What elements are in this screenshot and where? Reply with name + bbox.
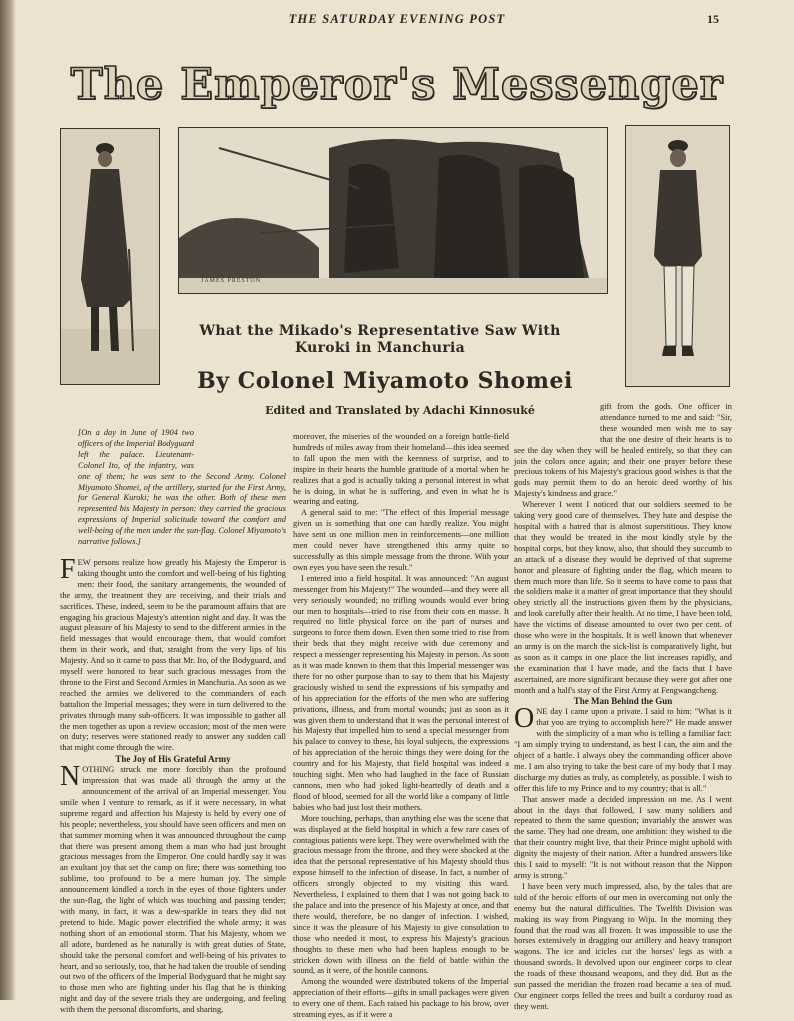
photo-officer-right — [625, 125, 730, 387]
subtitle-line: What the Mikado's Representative Saw With — [199, 323, 561, 339]
column-2 — [293, 432, 509, 1021]
illustration-signature: JAMES PRESTON — [201, 278, 262, 284]
photo-officer-left — [60, 128, 160, 385]
illustration-soldiers — [178, 127, 608, 294]
paragraph: A general said to me: "The effect of this Imperial message given us is something that one can hardly realize. You might have sent us one million men in reinforcements—one million men could never have strengthened this army quite so successfully as this simple message from the throne. With your own eyes you have seen the result." — [293, 508, 509, 572]
paragraph-text: EW persons realize how greatly his Majesty the Emperor is taking thought unto the comfort and well-being of his fighting men: their food, the sanitary arrangements, the wounded of the army, the treatment they are receiving, and their trials and sacrifices. These, indeed, seem to be the paramount affairs that are engaging his gracious Majesty's attention night and day. It was the august pleasure of his Majesty to send to the different armies in the field messages that would encourage them, that would comfort them in their work, and that, straight from the very lips of his Majesty. And so it came to pass that Mr. Ito, of the Bodyguard, and myself were honored to bear such gracious messages from the throne to the First and Second Armies in Manchuria. As soon as we reached the armies we delivered to the commanders of each battalion the Imperial messages; they were in turn delivered to the privates through many sub-officers. It was impossible to gather all the men together as upon a review occasion; most of the men were on duty; reserves were stationed ready to answer any sudden call that might come through the wire. — [60, 557, 286, 753]
subtitle-line: Kuroki in Manchuria — [294, 340, 466, 356]
page-binding-edge — [0, 0, 16, 1000]
section-heading: The Man Behind the Gun — [573, 696, 673, 707]
paragraph — [60, 761, 286, 1016]
page-number: 15 — [707, 12, 719, 26]
paragraph: I entered into a field hospital. It was announced: "An august messenger from his Majesty!" The wounded—and they were all very seriously wounded; no trifling wounds would ever bring our men to hospitals—tried to rise from their cots en masse. It required no little physical force on the part of nurses and surgeons to force them down. Even then some tried to rise from their beds that they might receive with due ceremony and respect a messenger representing his Majesty in person. As soon as it was made known to them that this Imperial messenger was there for no other purpose than to say to them that his Majesty graciously wished to send the expressions of his sympathy and of his appreciation for the efforts of the men who are suffering privations, illness, and from mortal wounds; just as soon as it was given them to understand that it was the personal interest of his Majesty that impelled him to send a special messenger from his palace to convey to these, his loyal subjects, the expressions of his appreciation of the heroic things they were doing for the country and for his Majesty, that field hospital was indeed a touching sight. Men who had laughed in the face of Russian cannons, men who had joked light-heartedly of death and a flood of blood, seemed for all the world like a company of little babies who had just lost their mothers. — [293, 573, 509, 812]
article-title: The Emperor's Messenger — [70, 60, 724, 110]
column-3 — [514, 402, 732, 1013]
paragraph: gift from the gods. One officer in attendance turned to me and said: "Sir, these wounded men wish me to say that the one desire of their hearts is to see the day when they will be healed entirely, so that they can join the colors once again; and their one prayer before these precious tokens of his Majesty's gracious good wishes is that the gods may permit them to do an heroic deed worthy of his Majesty's kindness and grace." — [514, 402, 732, 499]
article-subtitle — [170, 323, 590, 357]
byline: By Colonel Miyamoto Shomei — [197, 368, 573, 394]
paragraph: That answer made a decided impression on me. As I went about in the days that followed, I saw many soldiers and repeated to them the same question; invariably the answer was the same. They had one dream, one ambition: they wished to die that their country might live, that their Prince might uphold with dignity the majesty of their nation. After a hundred answers like this I said to myself: "It is not without reason that the Nippon army is strong." — [514, 794, 732, 880]
paragraph: moreover, the miseries of the wounded on a foreign battle-field hundreds of miles away from their homeland—this idea seemed to fall upon the men with the keenness of surprise, and to inspire in their hearts the humble gratitude of a mortal when he realizes that a god is actually taking a personal interest in what he is doing, in what he is suffering, and even in what he is wearing and eating. — [293, 432, 509, 507]
paragraph: More touching, perhaps, than anything else was the scene that was displayed at the field hospital in which a few rare cases of contagious patients were kept. They were overwhelmed with the gracious message from the throne, and they were shocked at the idea that the personal representative of his Majesty should thus expose himself to the infection of disease. In fact, a number of officers strongly objected to my visiting this ward. Nevertheless, I explained to them that I was not going back to the palace and into the presence of his Majesty at once, and that there would, therefore, be no danger of infection. I wished, since it was the pleasure of his Majesty to give consolation to those who needed it most, to express his Majesty's gracious thoughts to these men who had been hapless enough to be stricken down with illness on the field of battle within the sound, as it were, of the hostile cannons. — [293, 813, 509, 976]
intro-note: [On a day in June of 1904 two officers of the Imperial Bodyguard left the palace. Lieutenant-Colonel Ito, of the infantry, was one of them; he was sent to the Second Army. Colonel Miyamoto Shomei, of the artillery, started for the First Army, for General Kuroki; he was the other. Both of these men represented his Majesty in person: they carried the gracious expressions of Imperial solicitude toward the comfort and well-being of the men under the sun-flag. Colonel Miyamoto's narrative follows.] — [78, 428, 286, 547]
paragraph: Wherever I went I noticed that our soldiers seemed to be taking very good care of themselves. They hate and despise the hospital with a hatred that is almost superstitious. They know that they would be treated in the most kindly style by the hospital corps, but they know, also, that should they succumb to an attack of a disease they would be deprived of that supreme honor and pleasure of fighting under the flag, which means to them much more than life. So it seems to have come to pass that the soldiers make it a matter of great importance that they should obey strictly all the instructions given them by the physicians, and look carefully after their health. At no time, I have been told, have the victims of disease amounted to over two per cent. of those who were in the hospitals. It is well known that whenever an army is on the march the sick-list is comparatively light, but as soon as it camps in one place the list increases rapidly, and the examination that I have made, and the facts that I have ascertained, are more significant because they were got after one month and a half's stay of the First Army at Fengwangcheng. — [514, 500, 732, 695]
drop-cap: F — [60, 553, 76, 585]
masthead: THE SATURDAY EVENING POST — [288, 12, 506, 26]
paragraph: Among the wounded were distributed tokens of the Imperial appreciation of their efforts—gifts in small packages were given to every one of them. Each raised his package to his brow, over streaming eyes, as if it were a — [293, 977, 509, 1020]
section-heading: The Joy of His Grateful Army — [115, 754, 231, 765]
drop-cap: O — [514, 703, 535, 735]
drop-cap: N — [60, 761, 81, 793]
column-1 — [60, 428, 286, 1016]
editor-credit: Edited and Translated by Adachi Kinnosuké — [265, 404, 535, 417]
paragraph: I have been very much impressed, also, by the tales that are told of the heroic efforts of our men in overcoming not only the enemy but the natural difficulties. The Twelfth Division was making its way from Pingyang to Wiju. In the morning they found that the road was all frozen. It was impossible to use the horses extensively in dragging our artillery and heavy transport wagons. The ice and icicles cut the horses' legs as with a thousand swords. It devolved upon our engineer corps to clear the roads of these thousand weapons, and they did. But as the sun passed the meridian the frozen road became a sea of mud. Our engineer corps felled the trees and built a corduroy road as they went. — [514, 881, 732, 1011]
paragraph — [514, 703, 732, 794]
paragraph-text: OTHING struck me more forcibly than the profound impression that was made all through the army at the announcement of the arrival of an Imperial messenger. You smile when I venture to remark, as if it were necessary, in what supreme regard and affection his Majesty is held by every one of his people; nevertheless, you should have seen officers and men on that summer morning when it was announced throughout the camp that there was present among them a man who had just brought gracious messages from the Emperor. One could hardly say it was an exultant joy that set the camp on fire; there was something too sublime, too profound to be a mere human joy. The simple announcement kindled a torch in the eyes of those fighters under the sun-flag, the light of which was touching and passing tender; with many, in fact, it was a dew-sparkle in tears they did not pretend to hide. Magic power electrified the whole army; it was nothing short of an emotional storm. That his Majesty, whom we all adore, burdened as he naturally is with great duties of State, should take the personal comfort and well-being of his privates to heart, and so seriously, too, that he had taken the trouble of sending out two of the officers of the Imperial Bodyguard that he might say to those men who are fighting under his flag that he is thinking night and day of the severe trials they are undergoing, and feeling with them the personal discomforts, and sharing, — [60, 765, 286, 1015]
paragraph — [60, 553, 286, 754]
paragraph-text: NE day I came upon a private. I said to him: "What is it that you are trying to accomplish here?" He made answer with the simplicity of a man who is telling a familiar fact: "I am simply trying to understand, as best I can, the aim and the object of a battle. I always obey the commanding officer above me. I am also trying to take the best care of my body that I may discharge my duties as truly, as completely, as possible. I wish to offer this life to my Prince and to my country; that is all." — [514, 707, 732, 793]
